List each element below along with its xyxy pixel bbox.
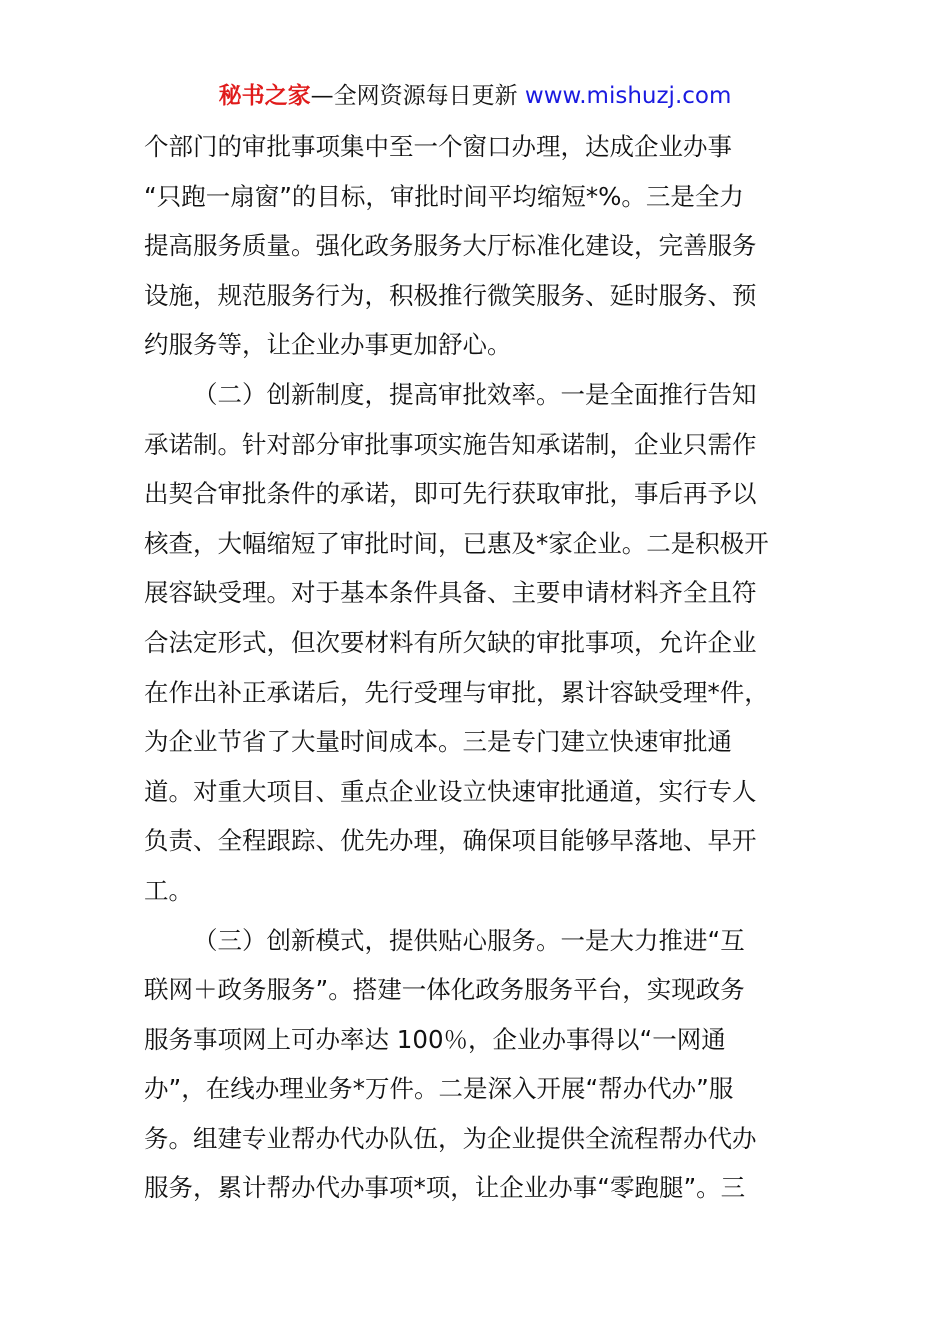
- page-header: [0, 80, 950, 112]
- text-line: 服务，累计帮办代办事项*项，让企业办事“零跑腿”。三: [144, 1173, 746, 1203]
- text-line: 工。: [144, 875, 193, 905]
- text-line: 核查，大幅缩短了审批时间，已惠及*家企业。二是积极开: [144, 528, 769, 558]
- text-line: 联网＋政务服务”。搭建一体化政务服务平台，实现政务: [144, 975, 745, 1005]
- text-line: 在作出补正承诺后，先行受理与审批，累计容缺受理*件，: [144, 677, 769, 707]
- text-line: 设施，规范服务行为，积极推行微笑服务、延时服务、预: [144, 280, 757, 310]
- text-line: 道。对重大项目、重点企业设立快速审批通道，实行专人: [144, 776, 757, 806]
- text-line: 约服务等，让企业办事更加舒心。: [144, 330, 512, 360]
- text-line: 办”，在线办理业务*万件。二是深入开展“帮办代办”服: [144, 1074, 734, 1104]
- text-line: 承诺制。针对部分审批事项实施告知承诺制，企业只需作: [144, 429, 757, 459]
- text-line: 出契合审批条件的承诺，即可先行获取审批，事后再予以: [144, 479, 757, 509]
- section-heading-line: （三）创新模式，提供贴心服务。一是大力推进“互: [193, 925, 745, 955]
- brand-name: 秘书之家: [218, 83, 311, 109]
- text-line: 展容缺受理。对于基本条件具备、主要申请材料齐全且符: [144, 578, 757, 608]
- text-line: 提高服务质量。强化政务服务大厅标准化建设，完善服务: [144, 231, 757, 261]
- header-tagline: —全网资源每日更新: [310, 83, 525, 109]
- text-line: 服务事项网上可办率达 100％，企业办事得以“一网通: [144, 1024, 726, 1054]
- site-url-link[interactable]: www.mishuzj.com: [524, 83, 732, 109]
- text-line: 合法定形式，但次要材料有所欠缺的审批事项，允许企业: [144, 627, 757, 657]
- text-line: 务。组建专业帮办代办队伍，为企业提供全流程帮办代办: [144, 1123, 757, 1153]
- document-body: [144, 122, 808, 1213]
- text-line: “只跑一扇窗”的目标，审批时间平均缩短*%。三是全力: [144, 181, 744, 211]
- text-line: 为企业节省了大量时间成本。三是专门建立快速审批通: [144, 727, 732, 757]
- text-line: 负责、全程跟踪、优先办理，确保项目能够早落地、早开: [144, 826, 757, 856]
- text-line: 个部门的审批事项集中至一个窗口办理，达成企业办事: [144, 132, 732, 161]
- section-heading-line: （二）创新制度，提高审批效率。一是全面推行告知: [193, 379, 757, 409]
